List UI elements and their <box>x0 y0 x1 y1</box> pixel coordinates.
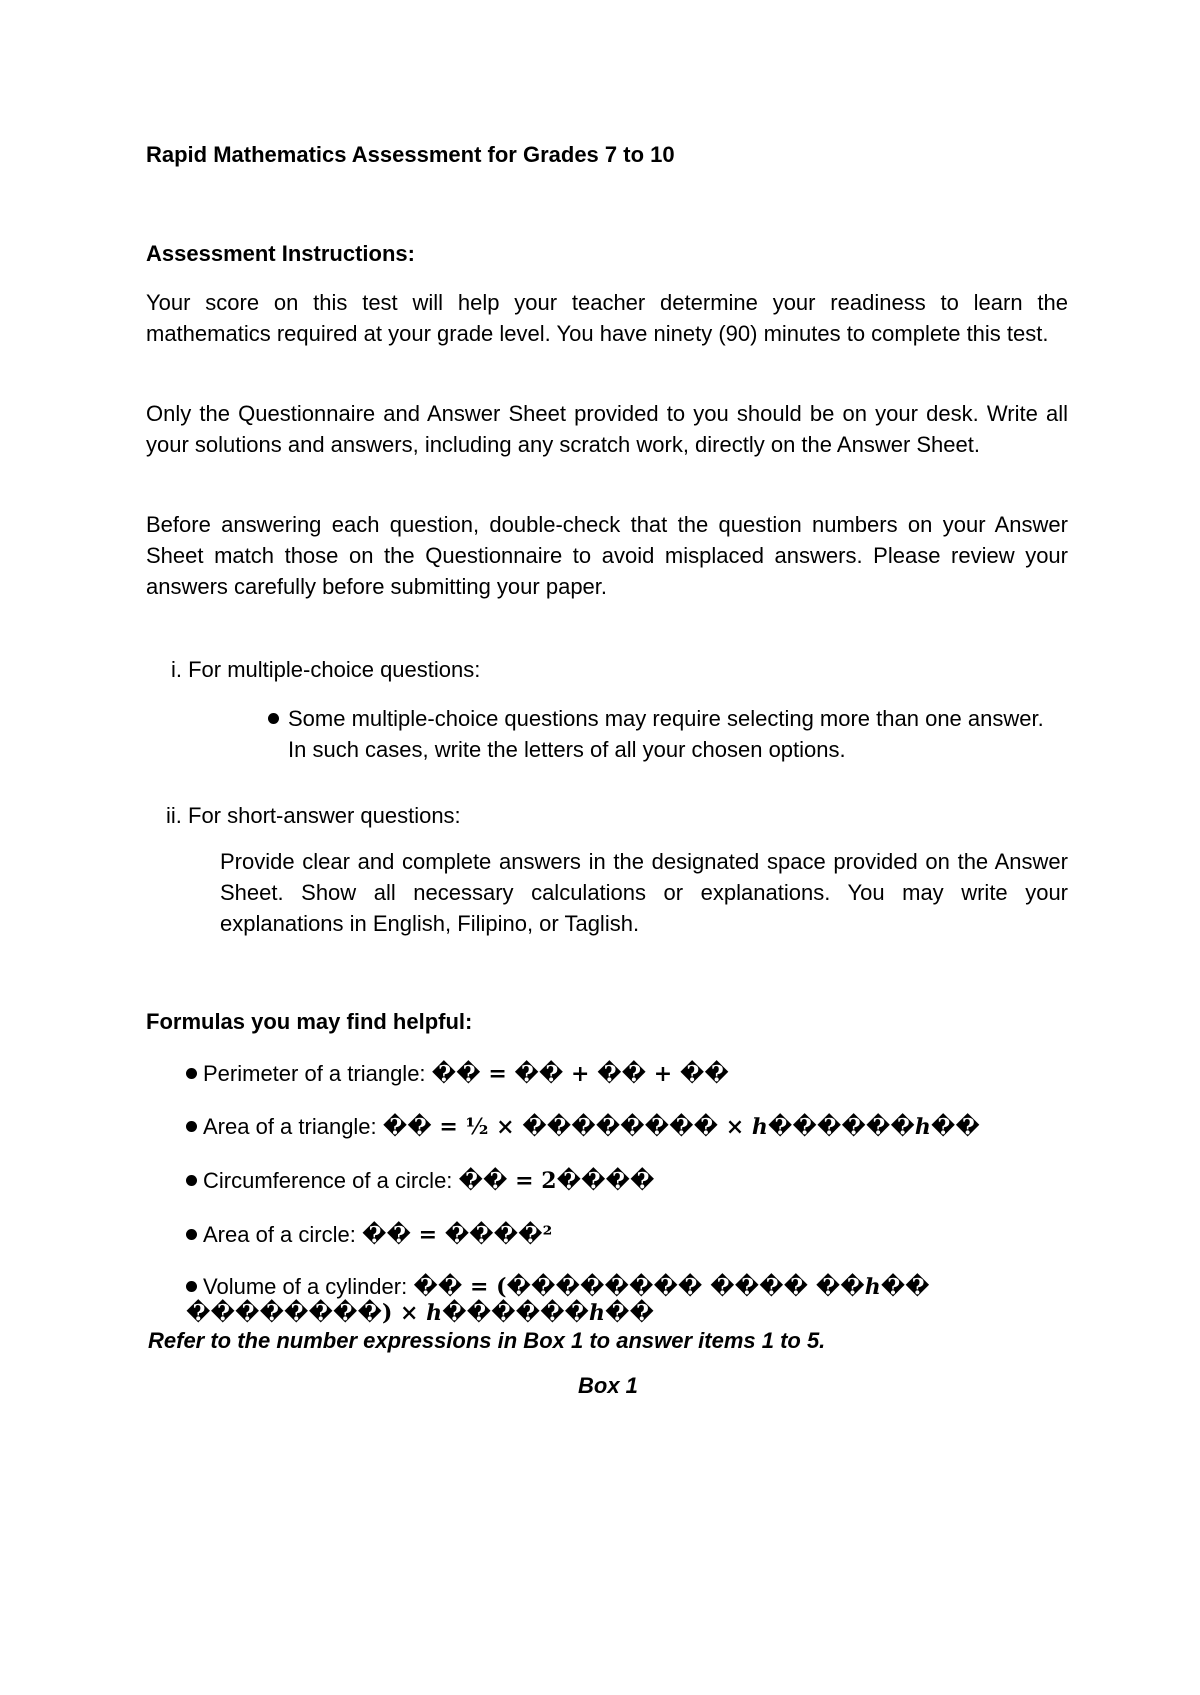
multiple-choice-bullet <box>268 703 1048 765</box>
formula-label: Area of a circle: <box>203 1222 362 1247</box>
formula-circumference-circle <box>186 1168 655 1194</box>
formula-label: Area of a triangle: <box>203 1114 383 1139</box>
bullet-icon <box>186 1229 197 1240</box>
formula-expression: �� = 2���� <box>458 1168 655 1194</box>
formula-expression: �� = (�������� ���� ��ℎ�� <box>413 1274 930 1300</box>
bullet-icon <box>186 1281 197 1292</box>
short-answer-label: ii. For short-answer questions: <box>166 803 461 828</box>
formula-perimeter-triangle <box>186 1061 729 1087</box>
formula-label: Volume of a cylinder: <box>203 1274 414 1299</box>
refer-instruction: Refer to the number expressions in Box 1 to answer items 1 to 5. <box>148 1328 826 1353</box>
instructions-paragraph-2: Only the Questionnaire and Answer Sheet provided to you should be on your desk. Write all your solutions and answers, including any scratch work, directly on the Answer Sheet. <box>146 401 1068 457</box>
formulas-heading: Formulas you may find helpful: <box>146 1009 473 1034</box>
formula-expression: �� = �� + �� + �� <box>431 1061 729 1087</box>
formula-area-circle <box>186 1222 552 1248</box>
bullet-icon <box>186 1175 197 1186</box>
formula-expression-continued: ��������) × ℎ������ℎ�� <box>186 1300 655 1326</box>
instructions-heading: Assessment Instructions: <box>146 241 415 266</box>
multiple-choice-bullet-text: Some multiple-choice questions may require selecting more than one answer. In such cases, write the letters of all your chosen options. <box>288 706 1044 762</box>
bullet-icon <box>268 713 279 724</box>
bullet-icon <box>186 1121 197 1132</box>
instructions-paragraph-1: Your score on this test will help your teacher determine your readiness to learn the mathematics required at your grade level. You have ninety (90) minutes to complete this test. <box>146 290 1068 346</box>
page-title: Rapid Mathematics Assessment for Grades 7 to 10 <box>146 142 675 167</box>
formula-expression: �� = ½ × �������� × ℎ������ℎ�� <box>382 1114 980 1140</box>
formula-volume-cylinder-continued <box>186 1300 654 1326</box>
box-label: Box 1 <box>578 1373 638 1398</box>
short-answer-text: Provide clear and complete answers in the designated space provided on the Answer Sheet. Show all necessary calculations or explanations. You may write your explanations in English, Filipino, or Taglish. <box>220 849 1068 936</box>
instructions-paragraph-3: Before answering each question, double-check that the question numbers on your Answer Sheet match those on the Questionnaire to avoid misplaced answers. Please review your answers carefully before submitting your paper. <box>146 512 1068 599</box>
formula-area-triangle <box>186 1114 980 1140</box>
bullet-icon <box>186 1068 197 1079</box>
formula-label: Perimeter of a triangle: <box>203 1061 432 1086</box>
formula-label: Circumference of a circle: <box>203 1168 459 1193</box>
formula-expression: �� = ����² <box>361 1222 553 1248</box>
formula-volume-cylinder <box>186 1274 930 1300</box>
multiple-choice-label: i. For multiple-choice questions: <box>171 657 481 682</box>
